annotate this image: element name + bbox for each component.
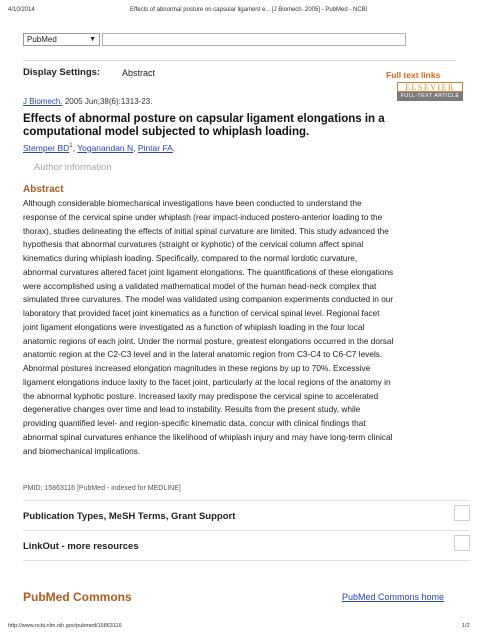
abstract-line: Abnormal postures increased elongation magnitudes in these regions by up to 70%. Excessive: [23, 363, 371, 373]
author-separator: .: [172, 143, 176, 153]
author-information-toggle[interactable]: Author information: [34, 162, 112, 173]
author-affiliation-marker: 1: [69, 143, 73, 150]
dropdown-arrow-icon: ▼: [89, 36, 96, 43]
divider: [23, 500, 470, 501]
abstract-line: abnormal spinal curvatures enhance the likelihood of whiplash injury and may have long-term clinical: [23, 431, 393, 442]
search-input[interactable]: [102, 33, 406, 46]
pubmed-commons-home-link[interactable]: PubMed Commons home: [342, 592, 445, 602]
abstract-text: [23, 197, 469, 458]
divider: [23, 560, 470, 561]
abstract-line: abnormal curvatures altered facet joint ligament elongations. The quantifications of these elongations: [23, 266, 394, 277]
display-settings-label[interactable]: Display Settings:: [23, 67, 101, 78]
abstract-line: simulated three curvatures. The model was validated using companion experiments conducted in our: [23, 294, 394, 305]
abstract-line: anatomic region at the C2-C3 level and in the lateral anatomic region from C3-C4 to C6-C7 levels.: [23, 349, 383, 360]
abstract-line: were accomplished using a validated mathematical model of the human head-neck complex that: [23, 280, 377, 291]
author-separator: ,: [133, 143, 138, 153]
abstract-line: the abnormal kyphotic posture. Increased laxity may predispose the cervical spine to accelerated: [23, 390, 379, 401]
print-page-title: Effects of abnormal posture on capsular ligament e... [J Biomech. 2005] - PubMed - NCBI: [130, 7, 368, 13]
citation-details: 2005 Jun;38(6):1313-23.: [64, 97, 153, 106]
author-separator: ,: [72, 143, 78, 153]
abstract-line: and biomechanical implications.: [23, 445, 141, 456]
abstract-line: thorax), studies delineating the effects of initial spinal curvature are limited. This study advanced the: [23, 225, 389, 236]
abstract-line: response of the cervical spine under whiplash (rear impact-induced postero-anterior loading to the: [23, 211, 383, 222]
database-select[interactable]: [23, 33, 100, 46]
divider: [23, 60, 456, 61]
display-settings-value: Abstract: [122, 68, 156, 78]
linkout-toggle[interactable]: LinkOut - more resources: [23, 541, 139, 552]
abstract-heading: Abstract: [23, 184, 64, 195]
abstract-line: laboratory that provided facet joint kinematics as a function of cervical spinal level. Regional facet: [23, 308, 380, 318]
abstract-line: Although considerable biomechanical investigations have been conducted to understand the: [23, 198, 362, 208]
print-page-number: 1/2: [462, 623, 470, 629]
author-link[interactable]: Stemper BD: [23, 143, 70, 153]
citation: [23, 97, 152, 106]
full-text-links-label: Full text links: [386, 70, 441, 80]
author-link[interactable]: Pintar FA: [137, 143, 173, 153]
author-list: [23, 143, 175, 153]
abstract-line: ligament elongations induce laxity to the facet joint, particularly at the local regions of the anatomy in: [23, 376, 391, 387]
elsevier-logo: ELSEVIER: [397, 82, 463, 92]
expand-toggle-box[interactable]: [454, 535, 470, 551]
article-title: Effects of abnormal posture on capsular ligament elongations in a computational model subjected to whiplash loading.: [23, 113, 385, 138]
pubmed-commons-heading: PubMed Commons: [23, 590, 132, 604]
print-url: http://www.ncbi.nlm.nih.gov/pubmed/15863116: [8, 623, 122, 629]
abstract-line: degenerative changes over time and lead to instability. Results from the present study, while: [23, 404, 361, 415]
publication-types-toggle[interactable]: Publication Types, MeSH Terms, Grant Support: [23, 511, 236, 522]
author-link[interactable]: Yoganandan N: [77, 143, 134, 153]
full-text-article-label: FULL-TEXT ARTICLE: [397, 92, 463, 101]
abstract-line: hypothesis that abnormal curvatures (straight or kyphotic) of the cervical column affect spinal: [23, 239, 364, 250]
database-select-value: PubMed: [27, 35, 57, 44]
divider: [23, 530, 470, 531]
abstract-line: joint ligament elongations were investigated as a function of whiplash loading in the four local: [23, 321, 365, 332]
abstract-line: kinematics during whiplash loading. Specifically, compared to the normal lordotic curvature,: [23, 253, 358, 263]
expand-toggle-box[interactable]: [454, 505, 470, 521]
pmid: PMID: 15863116 [PubMed - indexed for MEDLINE]: [23, 485, 181, 492]
print-date: 4/10/2014: [8, 7, 35, 13]
journal-link[interactable]: J Biomech.: [23, 97, 63, 106]
elsevier-full-text-button[interactable]: [397, 82, 463, 102]
abstract-line: providing quantified level- and region-specific kinematic data, concur with clinical findings that: [23, 418, 366, 428]
abstract-line: anatomic regions of each joint. Under the normal posture, greatest elongations occurred in the dorsal: [23, 335, 394, 346]
